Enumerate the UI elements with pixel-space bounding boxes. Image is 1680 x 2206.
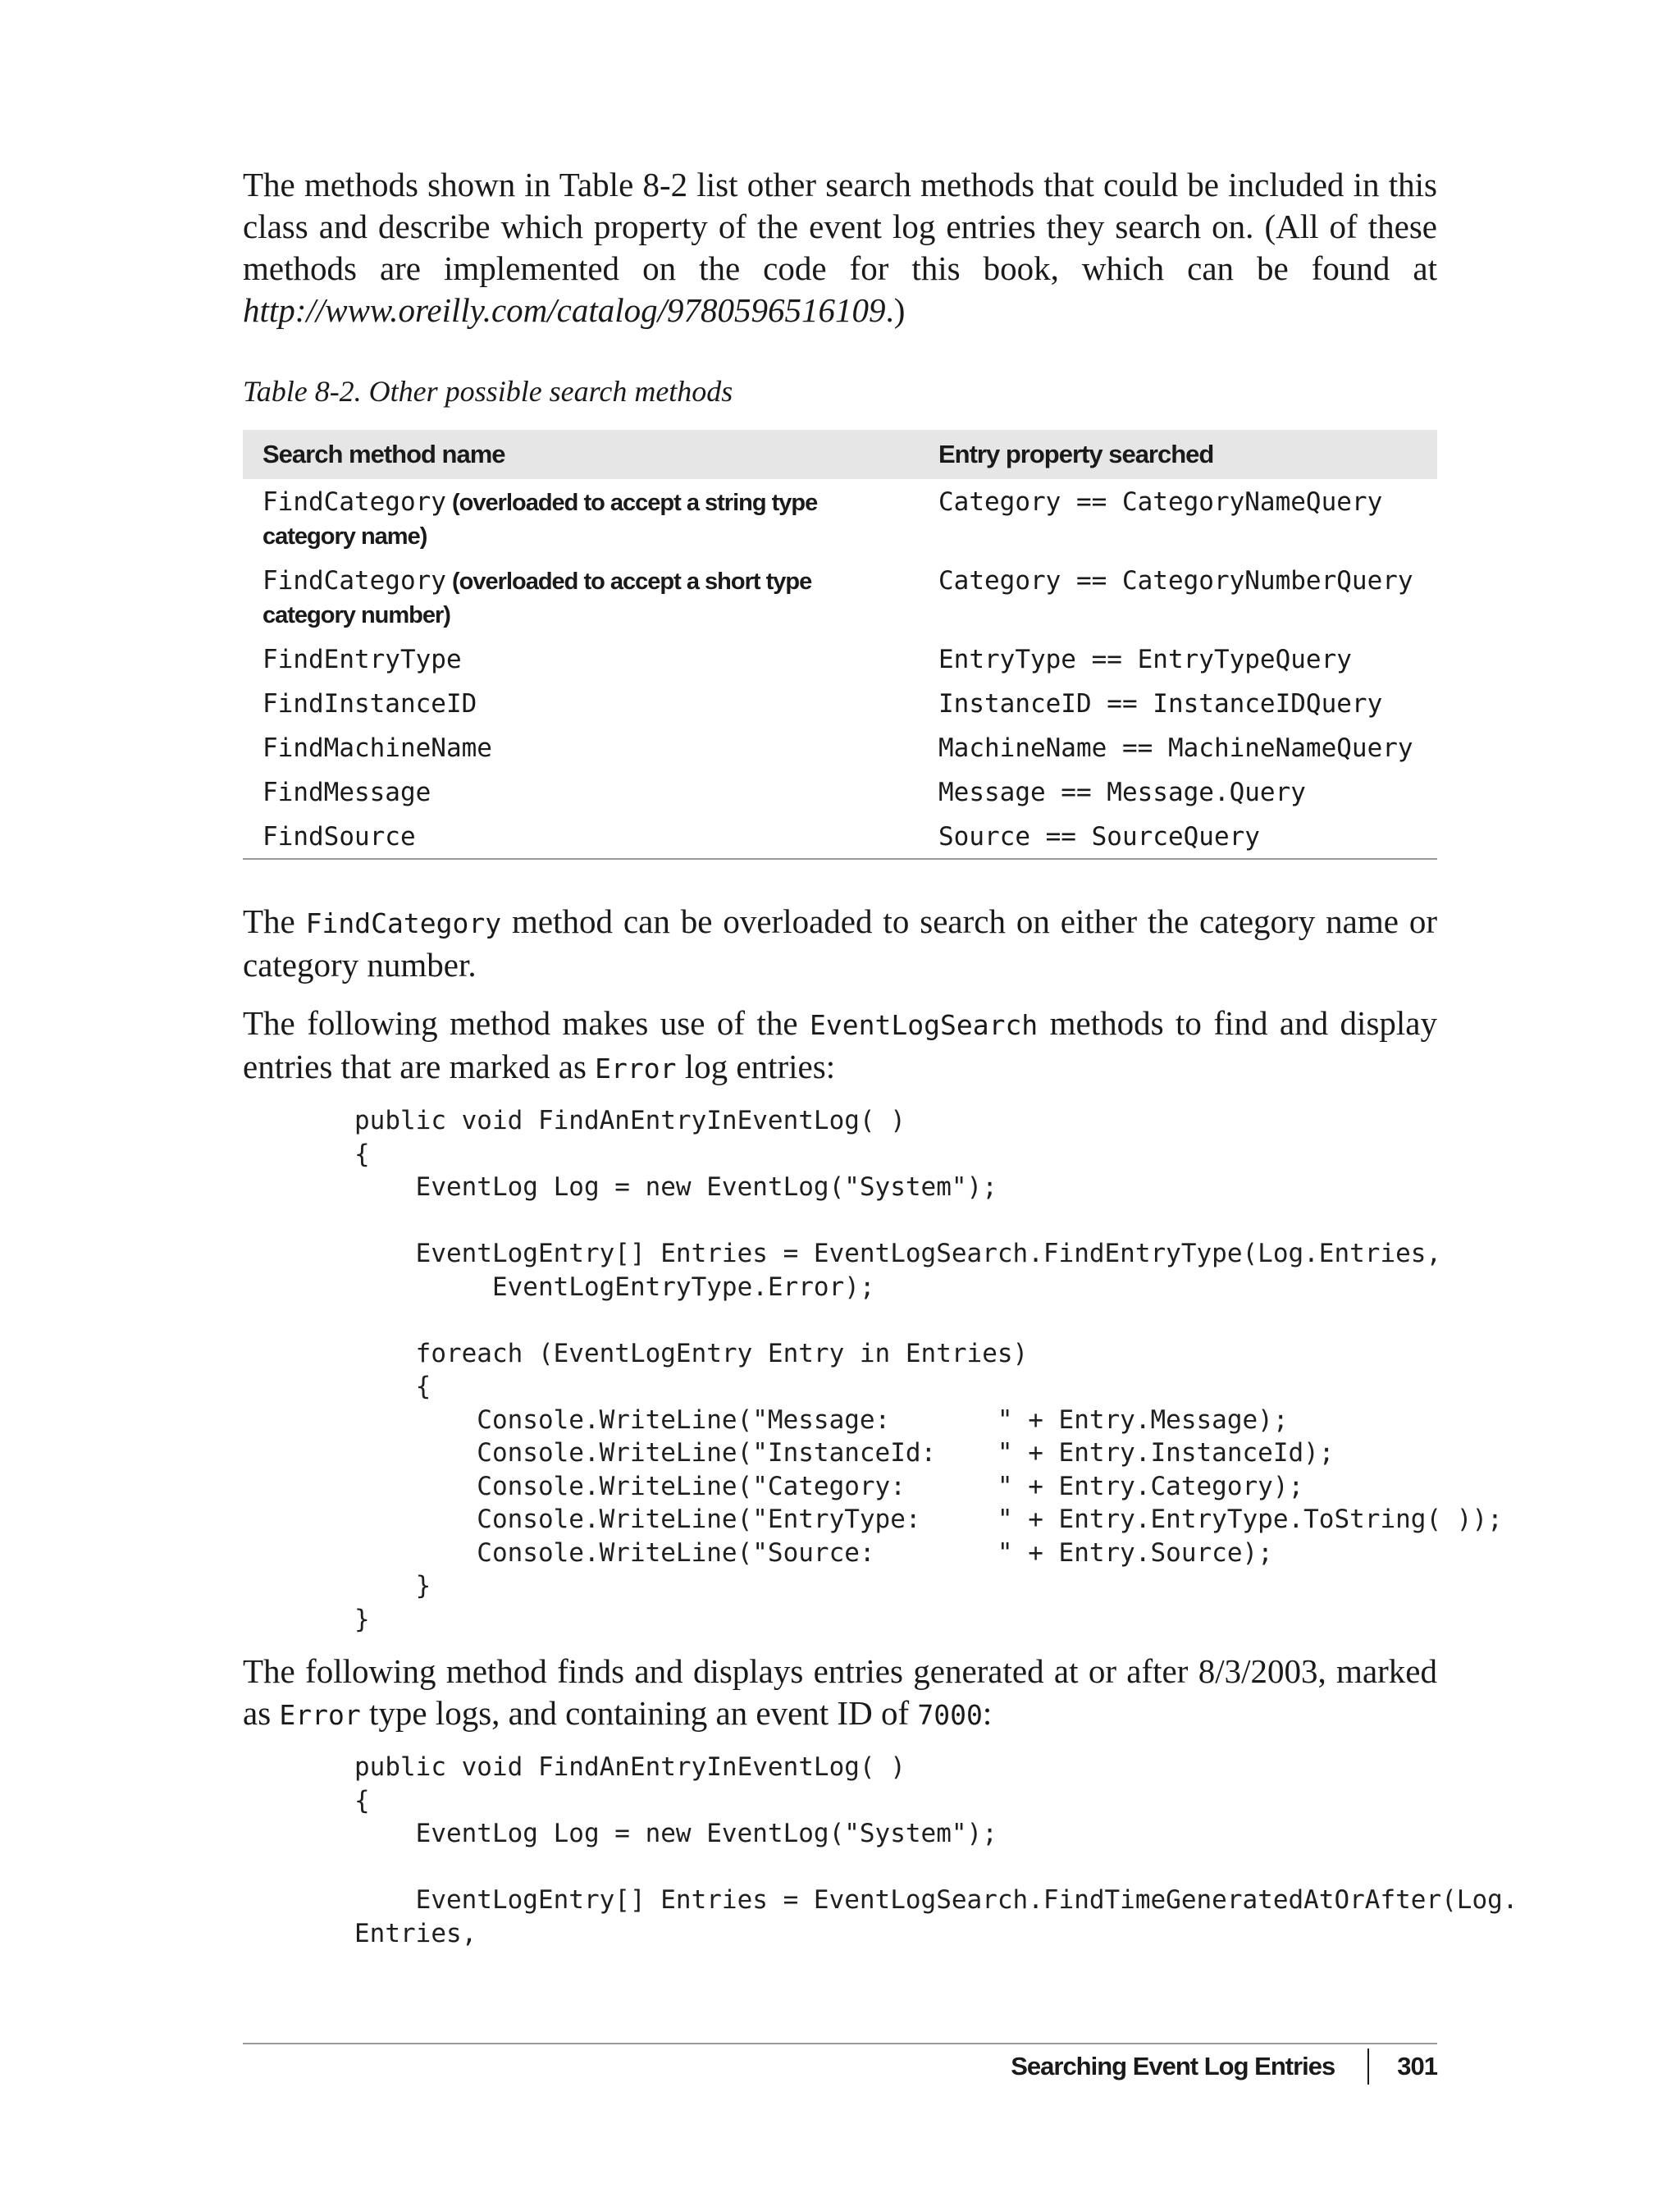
paragraph-text: log entries: [676,1048,836,1085]
method-cell [243,479,919,558]
paragraph-text: : [982,1694,993,1732]
method-name: FindInstanceID [262,689,477,719]
intro-text: The methods shown in Table 8-2 list other search methods that could be included in this class and describe which property of the event log entries they search on. (All of these methods are implemented on the code for this book, which can be found at [243,166,1437,287]
table-row [243,814,1437,859]
property-expression: InstanceID == InstanceIDQuery [938,689,1383,719]
method-cell [243,558,919,637]
property-expression: Message == Message.Query [938,778,1306,807]
page-footer [1011,2048,1437,2085]
catalog-url: http://www.oreilly.com/catalog/9780596516109 [243,291,886,329]
method-cell [243,770,919,814]
inline-code: Error [279,1699,361,1731]
table-row [243,725,1437,770]
page-number: 301 [1397,2052,1437,2080]
footer-rule [243,2043,1437,2044]
paragraph-text: The [243,902,306,940]
method-name: FindEntryType [262,645,462,674]
header-search-method-name: Search method name [243,430,919,479]
inline-code: EventLogSearch [810,1009,1039,1041]
search-methods-table [243,430,1437,860]
table-row [243,479,1437,558]
table-row [243,637,1437,681]
property-cell [919,558,1437,637]
method-name: FindMessage [262,778,431,807]
inline-code: Error [595,1053,677,1085]
method-name: FindSource [262,822,416,852]
inline-code: 7000 [917,1699,983,1731]
running-footer-section-title: Searching Event Log Entries [1011,2052,1335,2080]
method-cell [243,725,919,770]
method-cell [243,637,919,681]
code-listing-time-generated [302,1751,1518,1950]
paragraph-text: The following method finds and displays entries generated at or after 8/3/2003, marked as [243,1652,1437,1732]
property-expression: Category == CategoryNumberQuery [938,566,1413,596]
property-cell [919,479,1437,558]
method-name: FindCategory [262,566,446,596]
property-expression: EntryType == EntryTypeQuery [938,645,1352,674]
property-cell [919,814,1437,859]
paragraph-text: type logs, and containing an event ID of [360,1694,918,1732]
table-row [243,558,1437,637]
findcategory-paragraph [243,901,1437,986]
inline-code: FindCategory [305,907,502,939]
property-cell [919,681,1437,725]
method-cell [243,681,919,725]
intro-text-end: .) [885,291,906,329]
header-entry-property-searched: Entry property searched [919,430,1437,479]
table-caption: Table 8-2. Other possible search methods [243,375,733,408]
method-name: FindMachineName [262,733,492,763]
paragraph-text: methods to find and display entries that are marked as [243,1004,1437,1085]
footer-divider [1367,2048,1369,2085]
property-cell [919,725,1437,770]
eventlogsearch-paragraph [243,1003,1437,1089]
time-generated-paragraph [243,1651,1437,1736]
property-expression: MachineName == MachineNameQuery [938,733,1413,763]
paragraph-text: The following method makes use of the [243,1004,810,1042]
method-cell [243,814,919,859]
property-expression: Source == SourceQuery [938,822,1260,852]
table-row [243,681,1437,725]
code-text: public void FindAnEntryInEventLog( ) { EventLog Log = new EventLog("System"); EventLogEntry[] Entries = EventLogSearch.FindTimeGeneratedAtOrAfter(Log. Entries, [354,1752,1518,1948]
method-note: (overloaded to accept a short type category number) [262,569,812,628]
method-note: (overloaded to accept a string type category name) [262,490,818,550]
property-cell [919,637,1437,681]
property-expression: Category == CategoryNameQuery [938,487,1383,517]
page-body [243,164,1518,1950]
table-header-row [243,430,1437,479]
method-name: FindCategory [262,487,446,517]
intro-paragraph [243,164,1437,331]
table-row [243,770,1437,814]
property-cell [919,770,1437,814]
code-listing-find-entry: public void FindAnEntryInEventLog( ) { EventLog Log = new EventLog("System"); EventLogEntry[] Entries = EventLogSearch.FindEntryType(Log.Entries, EventLogEntryType.Error); foreach (EventLogEntry Entry in Entries) { Console.WriteLine("Message: " + Entry.Message); Console.WriteLine("InstanceId: " + Entry.InstanceId); Console.WriteLine("Category: " + Entry.Category); Console.WriteLine("EntryType: " + Entry.EntryType.ToString( )); Console.WriteLine("Source: " + Entry.Source); } } [354,1106,1503,1634]
paragraph-text: method can be overloaded to search on either the category name or category number. [243,902,1437,984]
